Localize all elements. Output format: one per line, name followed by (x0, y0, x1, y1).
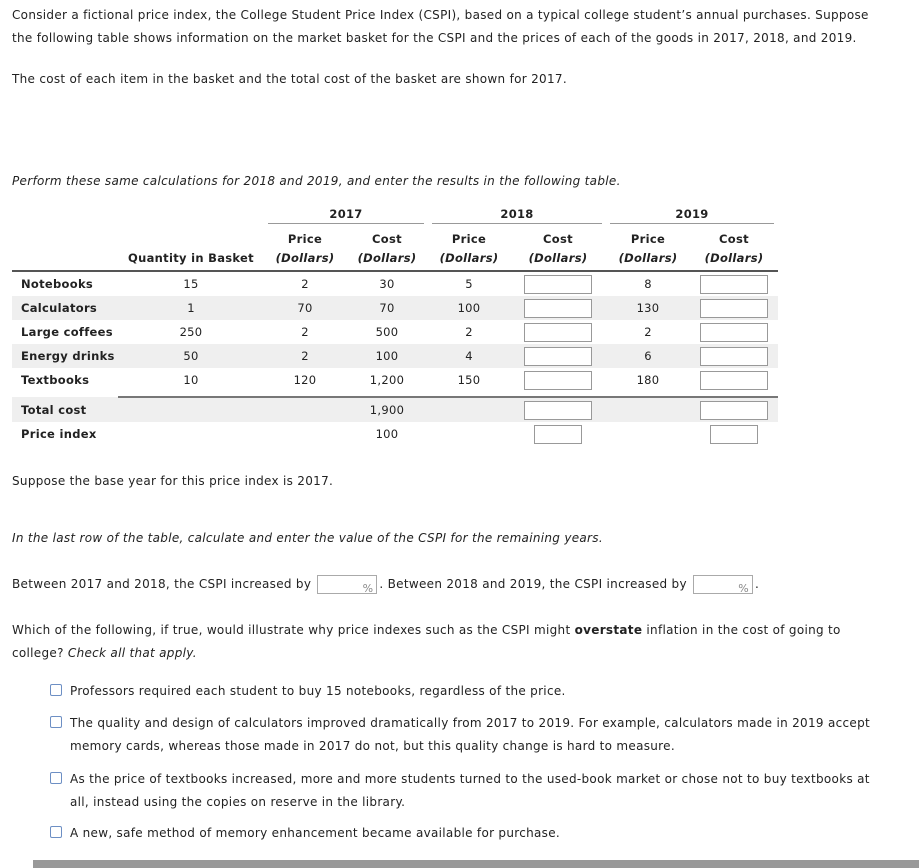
price-2017-value: 2 (301, 277, 309, 291)
cost-2018-input-calculators[interactable] (524, 299, 592, 318)
percent-symbol: % (738, 582, 749, 595)
question-post: inflation in the cost of going to (646, 623, 841, 637)
option-4[interactable] (50, 822, 870, 845)
cost-2018-input-large-coffees[interactable] (524, 323, 592, 342)
item-name: Textbooks (21, 373, 90, 387)
price-index-2019-input[interactable] (710, 425, 758, 444)
checkbox-icon[interactable] (50, 684, 62, 696)
price-2019-value: 2 (644, 325, 652, 339)
base-year-text: Suppose the base year for this price index is 2017. (12, 474, 334, 488)
quantity-value: 15 (183, 277, 199, 291)
intro-line-3: The cost of each item in the basket and the total cost of the basket are shown for 2017. (12, 72, 567, 86)
price-2018-value: 150 (457, 373, 481, 387)
year-2017-header: 2017 (268, 207, 424, 224)
increase-sentence (12, 573, 759, 596)
increase-text-end: . (755, 577, 760, 591)
cost-2017-value: 100 (346, 344, 428, 368)
total-cost-row (12, 397, 778, 422)
dollars-label: (Dollars) (606, 246, 690, 271)
price-2019-value: 180 (636, 373, 660, 387)
year-2018-header: 2018 (432, 207, 602, 224)
intro-line-1: Consider a fictional price index, the College Student Price Index (CSPI), based on a typical college student’s annual purchases. Suppose (12, 8, 869, 22)
dollars-label: (Dollars) (264, 246, 346, 271)
price-index-2017-value: 100 (375, 427, 399, 441)
cspi-table (12, 207, 778, 446)
item-name: Energy drinks (12, 344, 118, 368)
price-2017-value: 120 (293, 373, 317, 387)
increase-2017-2018-input[interactable] (317, 575, 377, 594)
price-2019-value: 6 (606, 344, 690, 368)
question-italic: Check all that apply. (67, 646, 197, 660)
table-row (12, 320, 778, 344)
question-pre: Which of the following, if true, would illustrate why price indexes such as the CSPI might (12, 623, 571, 637)
quantity-header: Quantity in Basket (118, 246, 264, 271)
total-cost-2019-input[interactable] (700, 401, 768, 420)
increase-text-1: Between 2017 and 2018, the CSPI increased by (12, 577, 312, 591)
total-cost-2017-value: 1,900 (346, 397, 428, 422)
table-row (12, 271, 778, 296)
increase-2018-2019-input[interactable] (693, 575, 753, 594)
table-row (12, 296, 778, 320)
dollars-label: (Dollars) (428, 246, 510, 271)
option-2[interactable] (50, 712, 870, 758)
total-cost-label: Total cost (12, 397, 118, 422)
cost-header-2017: Cost (372, 232, 402, 246)
question-line-1 (12, 619, 841, 642)
item-name: Calculators (12, 296, 118, 320)
question-line-2 (12, 642, 197, 665)
dollars-label: (Dollars) (510, 246, 606, 271)
cost-2018-input-energy-drinks[interactable] (524, 347, 592, 366)
cost-2017-value: 1,200 (369, 373, 405, 387)
option-label: Professors required each student to buy 15 notebooks, regardless of the price. (70, 684, 566, 698)
total-cost-2018-input[interactable] (524, 401, 592, 420)
question-bold: overstate (574, 623, 643, 637)
price-index-label: Price index (21, 427, 97, 441)
option-label: A new, safe method of memory enhancement became available for purchase. (70, 826, 561, 840)
item-name: Large coffees (21, 325, 113, 339)
quantity-value: 1 (118, 296, 264, 320)
quantity-value: 10 (183, 373, 199, 387)
checkbox-icon[interactable] (50, 772, 62, 784)
price-header-2017: Price (287, 232, 323, 246)
item-name: Notebooks (21, 277, 94, 291)
horizontal-scrollbar[interactable] (33, 860, 919, 868)
table-row (12, 368, 778, 392)
cost-2017-value: 30 (379, 277, 395, 291)
cost-2018-input-notebooks[interactable] (524, 275, 592, 294)
option-3[interactable] (50, 768, 870, 814)
question-plain: college? (12, 646, 64, 660)
intro-line-2: the following table shows information on the market basket for the CSPI and the prices of each of the goods in 2017, 2018, and 2019. (12, 31, 857, 45)
last-row-instruction: In the last row of the table, calculate and enter the value of the CSPI for the remaining years. (12, 531, 603, 545)
quantity-value: 50 (118, 344, 264, 368)
price-2019-value: 8 (644, 277, 652, 291)
increase-text-2: . Between 2018 and 2019, the CSPI increased by (379, 577, 687, 591)
price-2017-value: 2 (301, 325, 309, 339)
option-label: As the price of textbooks increased, more and more students turned to the used-book market or chose not to buy textbooks at all, instead using the copies on reserve in the library. (70, 772, 870, 809)
table-row (12, 344, 778, 368)
checkbox-icon[interactable] (50, 716, 62, 728)
price-2018-value: 4 (428, 344, 510, 368)
cost-2019-input-notebooks[interactable] (700, 275, 768, 294)
cost-2019-input-calculators[interactable] (700, 299, 768, 318)
price-2018-value: 100 (428, 296, 510, 320)
price-2018-value: 5 (465, 277, 473, 291)
cost-2018-input-textbooks[interactable] (524, 371, 592, 390)
quantity-value: 250 (179, 325, 203, 339)
price-header-2018: Price (451, 232, 487, 246)
price-2017-value: 2 (264, 344, 346, 368)
price-2019-value: 130 (606, 296, 690, 320)
dollars-label: (Dollars) (690, 246, 778, 271)
cost-2017-value: 500 (375, 325, 399, 339)
cost-header-2019: Cost (719, 232, 749, 246)
cost-2019-input-textbooks[interactable] (700, 371, 768, 390)
price-2018-value: 2 (465, 325, 473, 339)
cost-header-2018: Cost (543, 232, 573, 246)
dollars-label: (Dollars) (346, 246, 428, 271)
option-1[interactable] (50, 680, 870, 703)
checkbox-icon[interactable] (50, 826, 62, 838)
price-2017-value: 70 (264, 296, 346, 320)
cost-2017-value: 70 (346, 296, 428, 320)
price-index-2018-input[interactable] (534, 425, 582, 444)
option-label: The quality and design of calculators improved dramatically from 2017 to 2019. For example, calculators made in 2019 accept memory cards, whereas those made in 2017 do not, but this quality change is hard to measure. (70, 716, 871, 753)
instruction-text: Perform these same calculations for 2018 and 2019, and enter the results in the following table. (12, 174, 621, 188)
year-2019-header: 2019 (610, 207, 774, 224)
cost-2019-input-large-coffees[interactable] (700, 323, 768, 342)
price-index-row (12, 422, 778, 446)
cost-2019-input-energy-drinks[interactable] (700, 347, 768, 366)
price-header-2019: Price (630, 232, 666, 246)
percent-symbol: % (362, 582, 374, 595)
